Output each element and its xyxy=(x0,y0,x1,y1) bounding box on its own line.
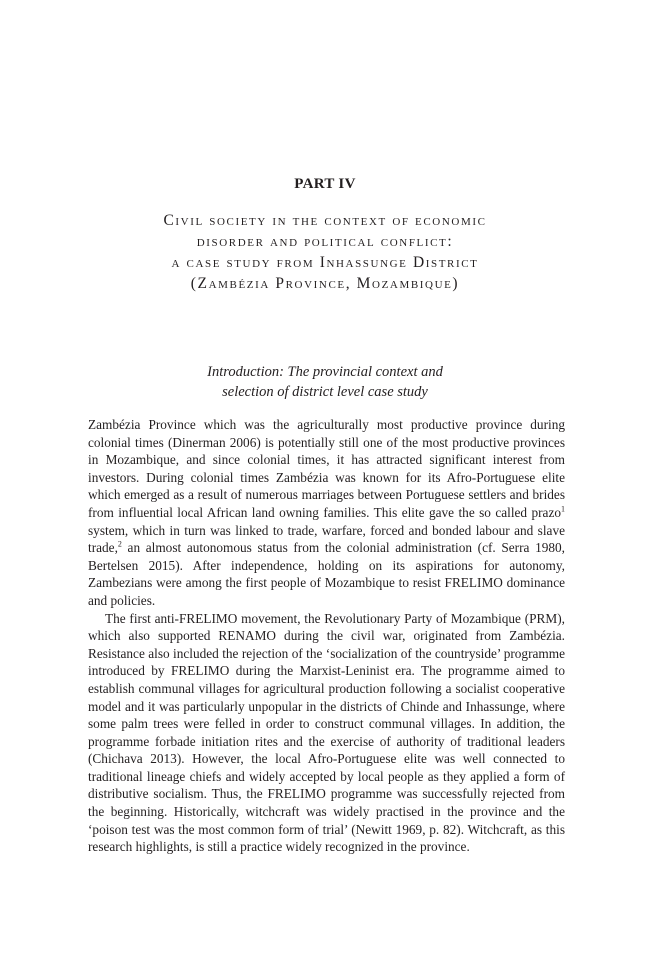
paragraph-1-part-c: an almost autonomous status from the colonial administration (cf. Serra 1980, Bertelsen 2015). After independence, holding on its aspirations for autonomy, Zambezians were among the first people of Mozambique to resist FRELIMO dominance and policies. xyxy=(88,540,565,608)
footnote-marker-2[interactable]: 2 xyxy=(117,539,122,549)
section-heading xyxy=(0,362,650,402)
body-text xyxy=(88,416,565,856)
footnote-marker-1[interactable]: 1 xyxy=(561,504,565,514)
paragraph-2: The first anti-FRELIMO movement, the Revolutionary Party of Mozambique (PRM), which also supported RENAMO during the civil war, originated from Zambézia. Resistance also included the rejection of the ‘socialization of the countryside’ programme introduced by FRELIMO during the Marxist-Leninist era. The programme aimed to establish communal villages for agricultural production following a socialist cooperative model and it was particularly unpopular in the districts of Chinde and Inhassunge, where some palm trees were felled in order to construct communal villages. In addition, the programme forbade initiation rites and the exercise of authority of traditional leaders (Chichava 2013). However, the local Afro-Portuguese elite was well connected to traditional lineage chiefs and widely accepted by local people as they applied a form of distributive socialism. Thus, the FRELIMO programme was successfully rejected from the beginning. Historically, witchcraft was widely practised in the province and the ‘poison test was the most common form of trial’ (Newitt 1969, p. 82). Witchcraft, as this research highlights, is still a practice widely recognized in the province. xyxy=(88,610,565,855)
part-title-line-1: Civil society in the context of economic xyxy=(163,212,487,229)
part-title-line-4: (Zambézia Province, Mozambique) xyxy=(190,275,460,292)
paragraph-1-part-b: system, which in turn was linked to trade, warfare, forced and bonded labour and slave trade, xyxy=(88,522,565,556)
paragraph-1 xyxy=(88,416,565,610)
section-heading-line-1: Introduction: The provincial context and xyxy=(207,364,443,380)
section-heading-line-2: selection of district level case study xyxy=(222,384,428,400)
part-title-line-3: a case study from Inhassunge District xyxy=(171,254,479,271)
part-label: PART IV xyxy=(294,176,356,192)
part-title xyxy=(60,210,590,294)
part-title-line-2: disorder and political conflict: xyxy=(196,233,454,250)
paragraph-1-part-a: Zambézia Province which was the agriculturally most productive province during colonial times (Dinerman 2006) is potentially still one of the most productive provinces in Mozambique, and since colonial times, it has attracted significant interest from investors. During colonial times Zambézia was known for its Afro-Portuguese elite which emerged as a result of numerous marriages between Portuguese settlers and brides from influential local African land owning families. This elite gave the so called prazo xyxy=(88,417,565,520)
